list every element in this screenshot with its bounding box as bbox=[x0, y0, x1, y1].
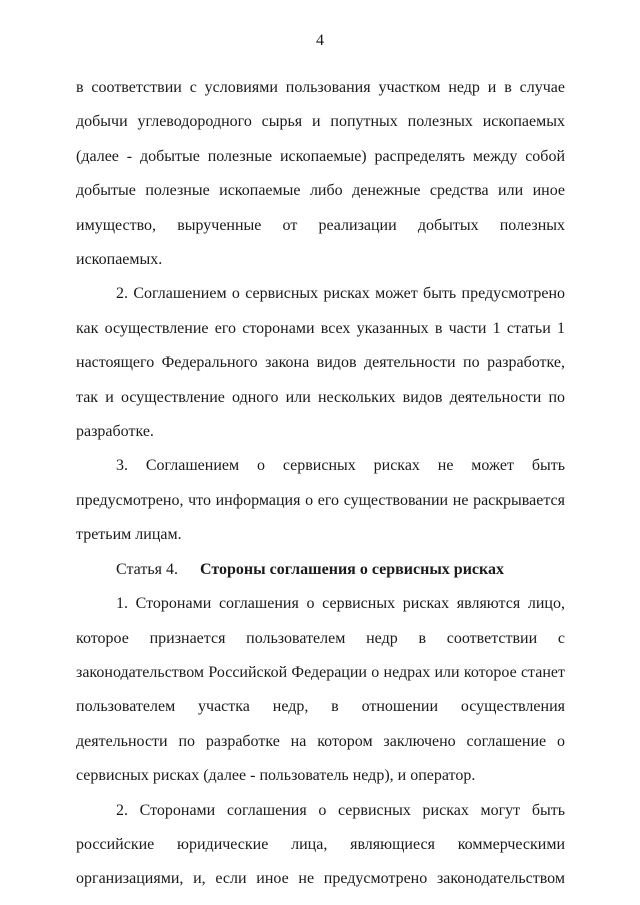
paragraph-2: 2. Соглашением о сервисных рисках может быть предусмотрено как осуществление его сторонами всех указанных в части 1 статьи 1 настоящего Федерального закона видов деятельности по разработке, так и осуществление одного или нескольких видов деятельности по разработке. bbox=[76, 285, 565, 441]
article-paragraph-1: 1. Сторонами соглашения о сервисных рисках являются лицо, которое признается пользователем недр в соответствии с законодательством Российской Федерации о недрах или которое станет пользователем участка недр, в отношении осуществления деятельности по разработке на котором заключено соглашение о сервисных рисках (далее - пользователь недр), и оператор. bbox=[76, 595, 565, 785]
page-number: 4 bbox=[316, 32, 324, 49]
article-title: Стороны соглашения о сервисных рисках bbox=[200, 560, 504, 578]
paragraph-3: 3. Соглашением о сервисных рисках не может быть предусмотрено, что информация о его существовании не раскрывается третьим лицам. bbox=[76, 457, 565, 544]
article-paragraph-2: 2. Сторонами соглашения о сервисных рисках могут быть российские юридические лица, являющиеся коммерческими организациями, и, если иное не предусмотрено законодательством bbox=[76, 801, 565, 888]
article-heading bbox=[76, 553, 565, 587]
paragraph-continuation: в соответствии с условиями пользования участком недр и в случае добычи углеводородного сырья и попутных полезных ископаемых (далее - добытые полезные ископаемые) распределять между собой добытые полезные ископаемые либо денежные средства или иное имущество, вырученные от реализации добытых полезных ископаемых. bbox=[76, 79, 565, 269]
article-number: Статья 4. bbox=[116, 560, 178, 578]
document-body bbox=[76, 71, 565, 897]
